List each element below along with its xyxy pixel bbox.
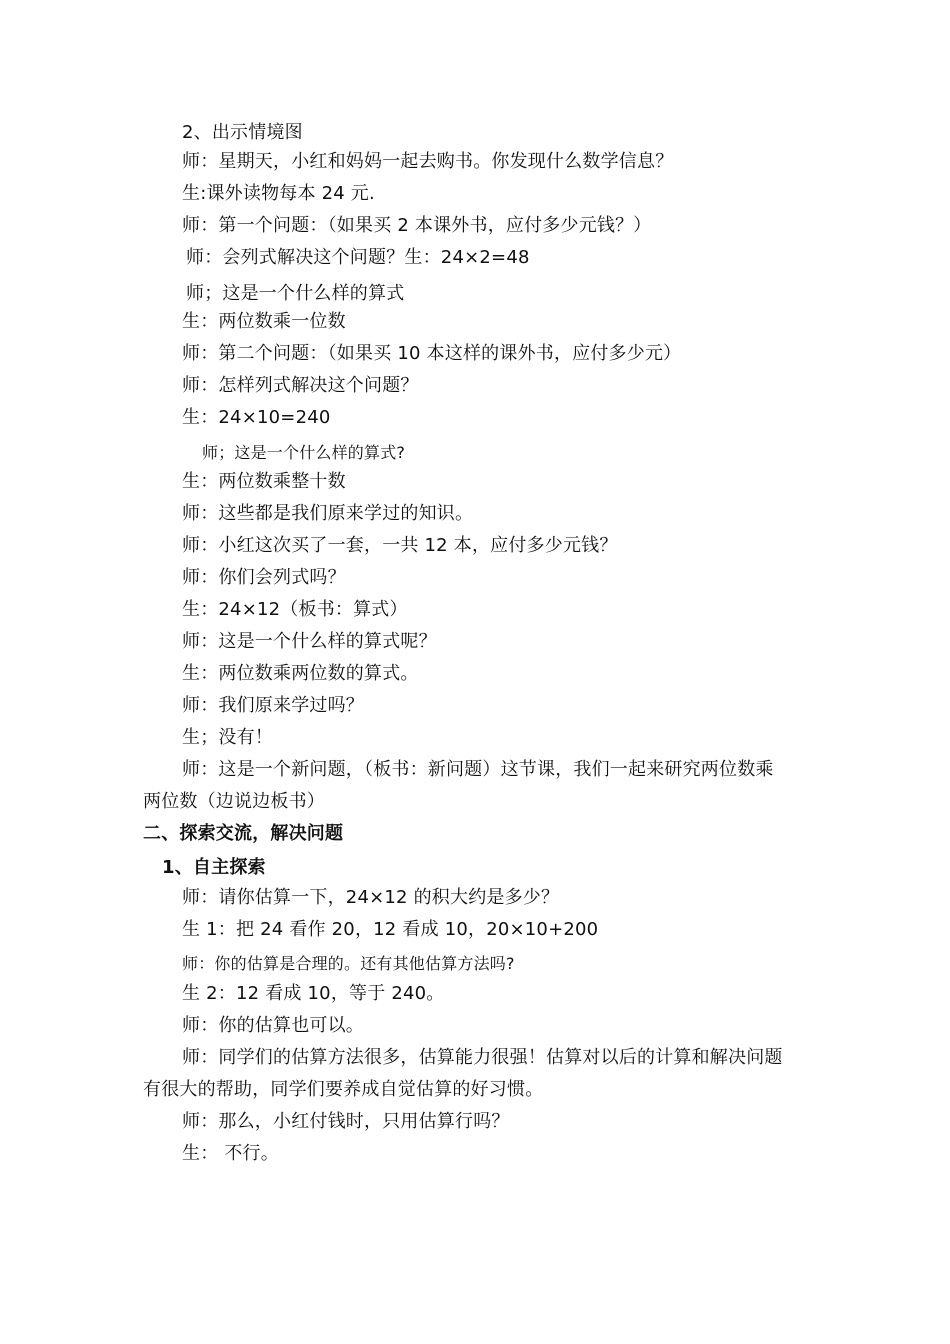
- dialogue-line: 师；这是一个什么样的算式: [186, 283, 405, 304]
- dialogue-line: 师：你们会列式吗？: [182, 567, 346, 588]
- dialogue-line: 师：你的估算也可以。: [182, 1015, 364, 1036]
- subsection-heading: 1、自主探索: [162, 857, 266, 878]
- section-heading: 2、出示情境图: [182, 122, 303, 143]
- dialogue-line: 生：两位数乘整十数: [182, 471, 346, 492]
- dialogue-line: 师：我们原来学过吗？: [182, 695, 364, 716]
- dialogue-line: 师：会列式解决这个问题？生：24×2=48: [186, 247, 530, 268]
- dialogue-line: 生：24×10=240: [182, 407, 331, 428]
- dialogue-line: 师：同学们的估算方法很多，估算能力很强！估算对以后的计算和解决问题: [182, 1047, 783, 1068]
- dialogue-line: 师；这是一个什么样的算式?: [202, 443, 406, 462]
- dialogue-line: 师：小红这次买了一套，一共 12 本，应付多少元钱？: [182, 535, 618, 556]
- dialogue-line: 师：这是一个什么样的算式呢？: [182, 631, 437, 652]
- dialogue-line-continuation: 两位数（边说边板书）: [143, 791, 325, 812]
- dialogue-line: 师：第一个问题：（如果买 2 本课外书，应付多少元钱？）: [182, 215, 652, 236]
- dialogue-line: 生： 不行。: [182, 1143, 279, 1164]
- dialogue-line: 师：请你估算一下，24×12 的积大约是多少？: [182, 887, 560, 908]
- dialogue-line-continuation: 有很大的帮助，同学们要养成自觉估算的好习惯。: [143, 1079, 544, 1100]
- dialogue-line: 生；没有！: [182, 727, 273, 748]
- dialogue-line: 师：这是一个新问题，（板书：新问题）这节课，我们一起来研究两位数乘: [182, 759, 774, 780]
- dialogue-line: 生:课外读物每本 24 元.: [182, 183, 375, 204]
- dialogue-line: 师：第二个问题：（如果买 10 本这样的课外书，应付多少元）: [182, 343, 682, 364]
- dialogue-line: 师：星期天，小红和妈妈一起去购书。你发现什么数学信息？: [182, 151, 674, 172]
- dialogue-line: 生 2：12 看成 10，等于 240。: [182, 983, 445, 1004]
- dialogue-line: 生：24×12（板书：算式）: [182, 599, 408, 620]
- dialogue-line: 师：那么，小红付钱时，只用估算行吗？: [182, 1111, 510, 1132]
- dialogue-line: 生 1：把 24 看作 20，12 看成 10，20×10+200: [182, 919, 599, 940]
- dialogue-line: 师：你的估算是合理的。还有其他估算方法吗?: [182, 954, 515, 973]
- section-heading-explore: 二、探索交流，解决问题: [143, 823, 344, 844]
- dialogue-line: 生：两位数乘一位数: [182, 311, 346, 332]
- dialogue-line: 师：这些都是我们原来学过的知识。: [182, 503, 474, 524]
- dialogue-line: 师：怎样列式解决这个问题？: [182, 375, 419, 396]
- dialogue-line: 生：两位数乘两位数的算式。: [182, 663, 419, 684]
